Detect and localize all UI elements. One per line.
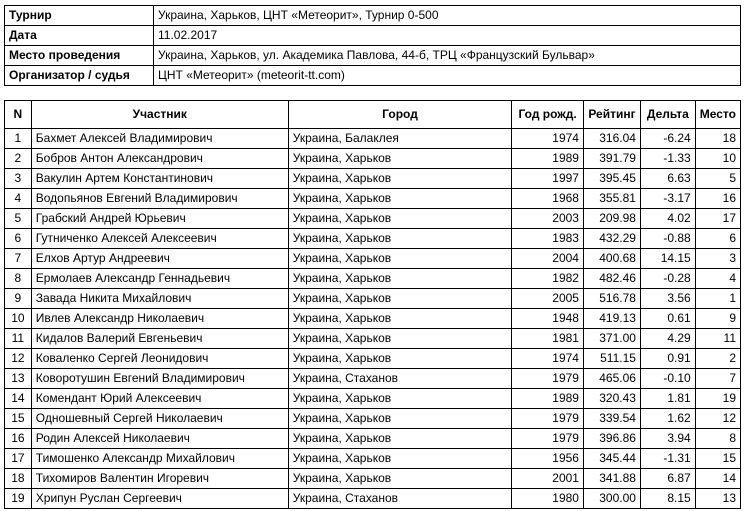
header-city: Город (288, 101, 511, 129)
cell-delta: -0.88 (640, 229, 695, 249)
cell-birth-year: 2003 (512, 209, 584, 229)
cell-place: 15 (695, 449, 740, 469)
cell-city: Украина, Харьков (288, 469, 511, 489)
cell-participant: Елхов Артур Андреевич (31, 249, 288, 269)
table-row (5, 349, 741, 369)
cell-birth-year: 2004 (512, 249, 584, 269)
cell-birth-year: 1980 (512, 489, 584, 509)
cell-participant: Одношевный Сергей Николаевич (31, 409, 288, 429)
info-row (5, 46, 741, 66)
cell-place: 11 (695, 329, 740, 349)
cell-place: 6 (695, 229, 740, 249)
cell-rating: 316.04 (583, 129, 640, 149)
cell-n: 6 (5, 229, 32, 249)
cell-city: Украина, Харьков (288, 329, 511, 349)
cell-rating: 432.29 (583, 229, 640, 249)
cell-delta: -3.17 (640, 189, 695, 209)
cell-place: 18 (695, 129, 740, 149)
cell-place: 3 (695, 249, 740, 269)
cell-place: 1 (695, 289, 740, 309)
cell-birth-year: 1989 (512, 389, 584, 409)
header-n: N (5, 101, 32, 129)
table-row (5, 229, 741, 249)
table-row (5, 389, 741, 409)
cell-place: 19 (695, 389, 740, 409)
cell-city: Украина, Харьков (288, 429, 511, 449)
cell-city: Украина, Стаханов (288, 489, 511, 509)
cell-delta: -1.31 (640, 449, 695, 469)
cell-delta: 1.62 (640, 409, 695, 429)
cell-place: 9 (695, 309, 740, 329)
table-row (5, 209, 741, 229)
info-value: Украина, Харьков, ул. Академика Павлова, 44-б, ТРЦ «Французский Бульвар» (154, 46, 741, 66)
cell-delta: 4.02 (640, 209, 695, 229)
table-row (5, 269, 741, 289)
cell-place: 12 (695, 409, 740, 429)
cell-delta: -1.33 (640, 149, 695, 169)
cell-delta: -0.10 (640, 369, 695, 389)
cell-city: Украина, Харьков (288, 389, 511, 409)
header-place: Место (695, 101, 740, 129)
results-header-row (5, 101, 741, 129)
cell-birth-year: 1948 (512, 309, 584, 329)
cell-birth-year: 1997 (512, 169, 584, 189)
cell-city: Украина, Харьков (288, 409, 511, 429)
cell-rating: 395.45 (583, 169, 640, 189)
cell-participant: Завада Никита Михайлович (31, 289, 288, 309)
cell-n: 14 (5, 389, 32, 409)
cell-rating: 391.79 (583, 149, 640, 169)
cell-place: 5 (695, 169, 740, 189)
info-value: 11.02.2017 (154, 26, 741, 46)
cell-delta: 3.94 (640, 429, 695, 449)
info-key: Дата (5, 26, 154, 46)
info-key: Организатор / судья (5, 66, 154, 86)
cell-delta: 14.15 (640, 249, 695, 269)
cell-rating: 465.06 (583, 369, 640, 389)
cell-rating: 400.68 (583, 249, 640, 269)
cell-rating: 396.86 (583, 429, 640, 449)
cell-delta: 8.15 (640, 489, 695, 509)
cell-city: Украина, Харьков (288, 149, 511, 169)
cell-place: 8 (695, 429, 740, 449)
cell-rating: 339.54 (583, 409, 640, 429)
cell-participant: Бобров Антон Александрович (31, 149, 288, 169)
cell-birth-year: 1979 (512, 409, 584, 429)
cell-n: 5 (5, 209, 32, 229)
cell-n: 2 (5, 149, 32, 169)
cell-participant: Хрипун Руслан Сергеевич (31, 489, 288, 509)
cell-rating: 482.46 (583, 269, 640, 289)
cell-delta: 0.91 (640, 349, 695, 369)
table-row (5, 289, 741, 309)
cell-n: 3 (5, 169, 32, 189)
cell-n: 15 (5, 409, 32, 429)
cell-city: Украина, Стаханов (288, 369, 511, 389)
cell-place: 2 (695, 349, 740, 369)
cell-participant: Гутниченко Алексей Алексеевич (31, 229, 288, 249)
table-row (5, 369, 741, 389)
cell-participant: Кидалов Валерий Евгеньевич (31, 329, 288, 349)
info-row (5, 66, 741, 86)
cell-delta: 6.63 (640, 169, 695, 189)
cell-delta: 1.81 (640, 389, 695, 409)
cell-delta: -6.24 (640, 129, 695, 149)
info-row (5, 26, 741, 46)
tournament-info-table (4, 5, 741, 86)
cell-birth-year: 1983 (512, 229, 584, 249)
table-row (5, 129, 741, 149)
cell-n: 8 (5, 269, 32, 289)
table-row (5, 329, 741, 349)
table-row (5, 249, 741, 269)
cell-participant: Тимошенко Александр Михайлович (31, 449, 288, 469)
cell-city: Украина, Харьков (288, 269, 511, 289)
cell-participant: Тихомиров Валентин Игоревич (31, 469, 288, 489)
cell-delta: 4.29 (640, 329, 695, 349)
cell-rating: 355.81 (583, 189, 640, 209)
cell-birth-year: 1956 (512, 449, 584, 469)
results-table (4, 100, 741, 509)
cell-n: 19 (5, 489, 32, 509)
cell-rating: 320.43 (583, 389, 640, 409)
info-row (5, 6, 741, 26)
cell-place: 17 (695, 209, 740, 229)
cell-n: 17 (5, 449, 32, 469)
cell-place: 13 (695, 489, 740, 509)
cell-n: 18 (5, 469, 32, 489)
cell-participant: Водопьянов Евгений Владимирович (31, 189, 288, 209)
cell-delta: 3.56 (640, 289, 695, 309)
cell-birth-year: 1974 (512, 349, 584, 369)
cell-birth-year: 2005 (512, 289, 584, 309)
cell-n: 1 (5, 129, 32, 149)
info-value: Украина, Харьков, ЦНТ «Метеорит», Турнир 0-500 (154, 6, 741, 26)
cell-n: 11 (5, 329, 32, 349)
table-row (5, 429, 741, 449)
cell-participant: Ивлев Александр Николаевич (31, 309, 288, 329)
cell-place: 7 (695, 369, 740, 389)
cell-rating: 371.00 (583, 329, 640, 349)
cell-rating: 341.88 (583, 469, 640, 489)
cell-place: 16 (695, 189, 740, 209)
table-row (5, 469, 741, 489)
cell-city: Украина, Харьков (288, 229, 511, 249)
cell-rating: 345.44 (583, 449, 640, 469)
cell-city: Украина, Харьков (288, 209, 511, 229)
info-key: Турнир (5, 6, 154, 26)
cell-birth-year: 1989 (512, 149, 584, 169)
cell-participant: Коворотушин Евгений Владимирович (31, 369, 288, 389)
cell-city: Украина, Харьков (288, 309, 511, 329)
info-key: Место проведения (5, 46, 154, 66)
cell-birth-year: 1982 (512, 269, 584, 289)
cell-rating: 516.78 (583, 289, 640, 309)
cell-city: Украина, Харьков (288, 449, 511, 469)
cell-city: Украина, Харьков (288, 249, 511, 269)
table-row (5, 149, 741, 169)
cell-city: Украина, Балаклея (288, 129, 511, 149)
cell-n: 12 (5, 349, 32, 369)
cell-rating: 300.00 (583, 489, 640, 509)
cell-n: 9 (5, 289, 32, 309)
header-participant: Участник (31, 101, 288, 129)
cell-participant: Родин Алексей Николаевич (31, 429, 288, 449)
cell-n: 7 (5, 249, 32, 269)
cell-city: Украина, Харьков (288, 189, 511, 209)
cell-birth-year: 1974 (512, 129, 584, 149)
cell-place: 10 (695, 149, 740, 169)
cell-birth-year: 1981 (512, 329, 584, 349)
cell-rating: 511.15 (583, 349, 640, 369)
cell-delta: 6.87 (640, 469, 695, 489)
cell-delta: 0.61 (640, 309, 695, 329)
cell-n: 10 (5, 309, 32, 329)
table-row (5, 449, 741, 469)
cell-birth-year: 1979 (512, 369, 584, 389)
cell-rating: 419.13 (583, 309, 640, 329)
header-birth-year: Год рожд. (512, 101, 584, 129)
cell-n: 4 (5, 189, 32, 209)
table-row (5, 409, 741, 429)
cell-birth-year: 1979 (512, 429, 584, 449)
cell-participant: Вакулин Артем Константинович (31, 169, 288, 189)
cell-participant: Грабский Андрей Юрьевич (31, 209, 288, 229)
cell-place: 4 (695, 269, 740, 289)
cell-birth-year: 2001 (512, 469, 584, 489)
cell-participant: Коваленко Сергей Леонидович (31, 349, 288, 369)
header-delta: Дельта (640, 101, 695, 129)
info-value: ЦНТ «Метеорит» (meteorit-tt.com) (154, 66, 741, 86)
cell-participant: Комендант Юрий Алексеевич (31, 389, 288, 409)
cell-participant: Бахмет Алексей Владимирович (31, 129, 288, 149)
cell-n: 16 (5, 429, 32, 449)
cell-city: Украина, Харьков (288, 289, 511, 309)
cell-delta: -0.28 (640, 269, 695, 289)
cell-birth-year: 1968 (512, 189, 584, 209)
table-row (5, 189, 741, 209)
table-row (5, 489, 741, 509)
cell-city: Украина, Харьков (288, 349, 511, 369)
table-row (5, 309, 741, 329)
cell-n: 13 (5, 369, 32, 389)
cell-participant: Ермолаев Александр Геннадьевич (31, 269, 288, 289)
cell-rating: 209.98 (583, 209, 640, 229)
header-rating: Рейтинг (583, 101, 640, 129)
cell-place: 14 (695, 469, 740, 489)
table-row (5, 169, 741, 189)
cell-city: Украина, Харьков (288, 169, 511, 189)
